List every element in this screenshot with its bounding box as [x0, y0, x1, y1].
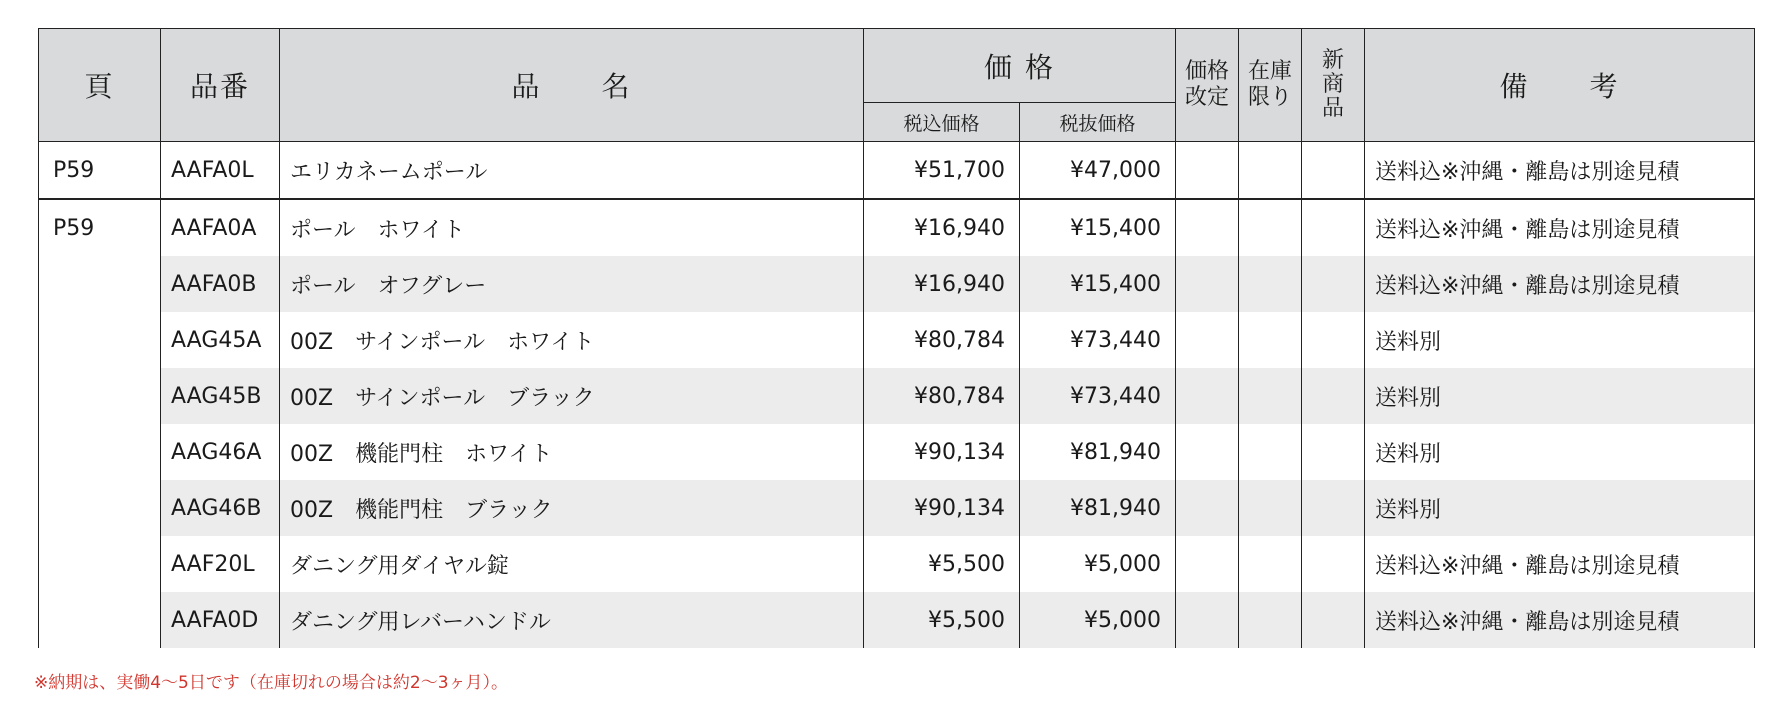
cell-new-item — [1302, 312, 1365, 368]
cell-page: P59 — [39, 142, 161, 200]
footnote: ※納期は、実働4～5日です（在庫切れの場合は約2～3ヶ月）。 — [34, 673, 509, 693]
cell-remarks: 送料別 — [1365, 312, 1755, 368]
header-limited: 在庫限り — [1239, 29, 1302, 142]
cell-code: AAG46A — [161, 424, 280, 480]
cell-limited — [1239, 368, 1302, 424]
cell-limited — [1239, 142, 1302, 200]
cell-remarks: 送料込※沖縄・離島は別途見積 — [1365, 256, 1755, 312]
cell-remarks: 送料込※沖縄・離島は別途見積 — [1365, 592, 1755, 648]
table-row — [39, 424, 1755, 480]
table-row — [39, 536, 1755, 592]
cell-limited — [1239, 480, 1302, 536]
header-code: 品番 — [161, 29, 280, 142]
header-price: 価 格 — [864, 29, 1176, 103]
cell-name: 00Z 機能門柱 ホワイト — [280, 424, 864, 480]
cell-remarks: 送料別 — [1365, 480, 1755, 536]
cell-price-excl: ¥81,940 — [1020, 424, 1176, 480]
cell-price-excl: ¥15,400 — [1020, 256, 1176, 312]
table-row — [39, 592, 1755, 648]
cell-price-excl: ¥5,000 — [1020, 536, 1176, 592]
cell-price-incl: ¥80,784 — [864, 368, 1020, 424]
cell-code: AAG46B — [161, 480, 280, 536]
cell-remarks: 送料込※沖縄・離島は別途見積 — [1365, 536, 1755, 592]
header-price-incl: 税込価格 — [864, 103, 1020, 142]
cell-revision — [1176, 199, 1239, 256]
cell-limited — [1239, 199, 1302, 256]
cell-limited — [1239, 536, 1302, 592]
cell-new-item — [1302, 480, 1365, 536]
table-row — [39, 199, 1755, 256]
cell-revision — [1176, 424, 1239, 480]
table-row — [39, 256, 1755, 312]
cell-remarks: 送料別 — [1365, 368, 1755, 424]
cell-remarks: 送料別 — [1365, 424, 1755, 480]
cell-price-excl: ¥47,000 — [1020, 142, 1176, 200]
cell-page: P59 — [39, 199, 161, 256]
cell-price-incl: ¥16,940 — [864, 199, 1020, 256]
table-row — [39, 480, 1755, 536]
cell-revision — [1176, 256, 1239, 312]
cell-code: AAFA0A — [161, 199, 280, 256]
cell-revision — [1176, 592, 1239, 648]
cell-name: ポール オフグレー — [280, 256, 864, 312]
cell-remarks: 送料込※沖縄・離島は別途見積 — [1365, 199, 1755, 256]
cell-name: 00Z サインポール ホワイト — [280, 312, 864, 368]
header-revision: 価格改定 — [1176, 29, 1239, 142]
cell-code: AAF20L — [161, 536, 280, 592]
cell-name: エリカネームポール — [280, 142, 864, 200]
cell-page — [39, 592, 161, 648]
cell-price-incl: ¥80,784 — [864, 312, 1020, 368]
cell-limited — [1239, 592, 1302, 648]
table-row — [39, 368, 1755, 424]
cell-name: 00Z 機能門柱 ブラック — [280, 480, 864, 536]
cell-limited — [1239, 256, 1302, 312]
cell-price-excl: ¥15,400 — [1020, 199, 1176, 256]
cell-name: ダニング用レバーハンドル — [280, 592, 864, 648]
cell-code: AAG45A — [161, 312, 280, 368]
cell-price-incl: ¥90,134 — [864, 480, 1020, 536]
cell-revision — [1176, 312, 1239, 368]
cell-price-incl: ¥90,134 — [864, 424, 1020, 480]
cell-code: AAG45B — [161, 368, 280, 424]
header-name: 品 名 — [280, 29, 864, 142]
cell-page — [39, 536, 161, 592]
cell-price-excl: ¥73,440 — [1020, 368, 1176, 424]
cell-price-incl: ¥16,940 — [864, 256, 1020, 312]
cell-name: ダニング用ダイヤル錠 — [280, 536, 864, 592]
cell-page — [39, 256, 161, 312]
cell-new-item — [1302, 424, 1365, 480]
cell-revision — [1176, 480, 1239, 536]
cell-name: ポール ホワイト — [280, 199, 864, 256]
header-remarks: 備 考 — [1365, 29, 1755, 142]
cell-page — [39, 312, 161, 368]
cell-name: 00Z サインポール ブラック — [280, 368, 864, 424]
cell-new-item — [1302, 142, 1365, 200]
header-new-item: 新商品 — [1302, 29, 1365, 142]
cell-new-item — [1302, 256, 1365, 312]
cell-revision — [1176, 368, 1239, 424]
cell-new-item — [1302, 199, 1365, 256]
cell-remarks: 送料込※沖縄・離島は別途見積 — [1365, 142, 1755, 200]
header-page: 頁 — [39, 29, 161, 142]
cell-price-incl: ¥5,500 — [864, 592, 1020, 648]
cell-page — [39, 480, 161, 536]
cell-price-incl: ¥51,700 — [864, 142, 1020, 200]
price-table — [38, 28, 1755, 648]
cell-code: AAFA0B — [161, 256, 280, 312]
cell-code: AAFA0L — [161, 142, 280, 200]
cell-price-excl: ¥81,940 — [1020, 480, 1176, 536]
cell-revision — [1176, 536, 1239, 592]
cell-code: AAFA0D — [161, 592, 280, 648]
table-row — [39, 142, 1755, 200]
cell-price-excl: ¥73,440 — [1020, 312, 1176, 368]
table-row — [39, 312, 1755, 368]
cell-limited — [1239, 312, 1302, 368]
cell-revision — [1176, 142, 1239, 200]
cell-new-item — [1302, 368, 1365, 424]
cell-page — [39, 424, 161, 480]
cell-new-item — [1302, 536, 1365, 592]
header-price-excl: 税抜価格 — [1020, 103, 1176, 142]
cell-price-excl: ¥5,000 — [1020, 592, 1176, 648]
cell-new-item — [1302, 592, 1365, 648]
cell-page — [39, 368, 161, 424]
cell-price-incl: ¥5,500 — [864, 536, 1020, 592]
cell-limited — [1239, 424, 1302, 480]
